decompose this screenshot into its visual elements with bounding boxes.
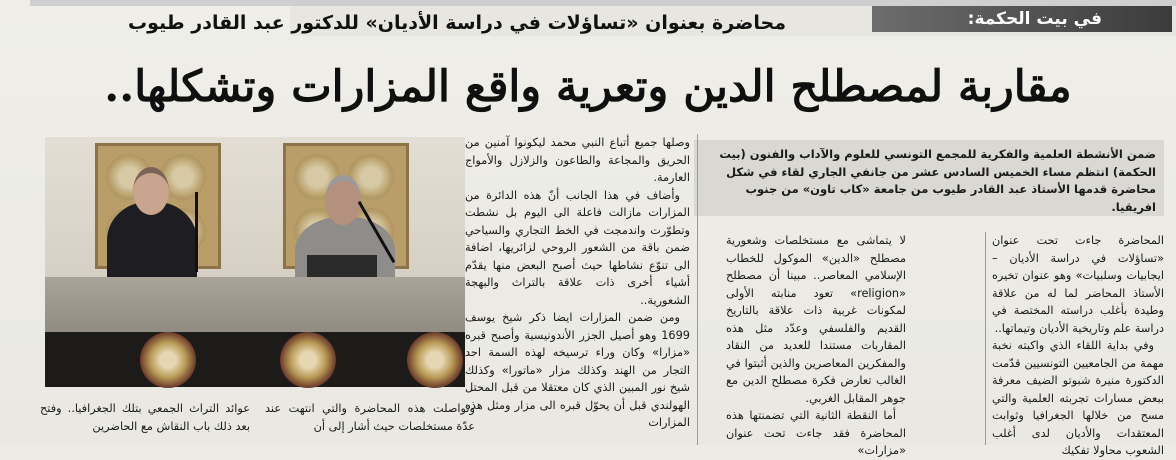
article-headline: مقاربة لمصطلح الدين وتعرية واقع المزارات وتشكلها.. xyxy=(104,62,1072,112)
article-subtitle: محاضرة بعنوان «تساؤلات في دراسة الأديان» للدكتور عبد القادر طيوب xyxy=(128,12,786,34)
column-divider xyxy=(985,232,986,445)
column-paragraph: وفي بداية اللقاء الذي واكبته نخبة مهمة من الجامعيين التونسيين قدّمت الدكتورة منيرة شبوتو الضيف معرفة ببعض مسارات تجربته العلمية والتي مسح من خلالها الجغرافيا وثوابت المعتقدات والأديان لدى أغلب الشعوب محاولا تفكيك xyxy=(992,339,1164,457)
article-column-5: عوائد التراث الجمعي بتلك الجغرافيا.. وفتح بعد ذلك باب النقاش مع الحاضرين xyxy=(40,402,250,433)
microphone xyxy=(195,192,198,272)
table-front xyxy=(45,332,465,387)
speaker-woman-head xyxy=(133,167,169,215)
column-paragraph: وأضاف في هذا الجانب أنّ هذه الدائرة من المزارات مازالت فاعلة الى اليوم بل نشطت وتطوّرت واندمجت في الخط التجاري والسياحي ضمن باقة من الشعور الروحي لزائريها، اضافة الى تنوّع نشاطها حيث أصبح البعض منها يقدّم أشياء أخرى ذات علاقة بالتراث والبهجة الشعورية.. xyxy=(465,188,690,307)
article-column-4: وتواصلت هذه المحاضرة والتي انتهت عند عدّة مستخلصات حيث أشار إلى أن xyxy=(265,402,475,433)
article-column-1 xyxy=(992,232,1164,457)
emblem xyxy=(280,332,336,388)
column-paragraph: وصلها جميع أتباع النبي محمد ليكونوا آمنين من الحريق والمجاعة والطاعون والزلازل والأمواج العارمة. xyxy=(465,136,690,184)
emblem xyxy=(407,332,463,388)
lecture-photo xyxy=(45,137,465,387)
lead-paragraph: ضمن الأنشطة العلمية والفكرية للمجمع التونسي للعلوم والآداب والفنون (بيت الحكمة) انتظم مساء الخميس السادس عشر من جانفي الجاري لقاء في شكل محاضرة قدمها الأستاذ عبد القادر طيوب من جامعة «كاب تاون» من جنوب افريقيا. xyxy=(694,140,1164,216)
column-paragraph: لا يتماشى مع مستخلصات وشعورية مصطلح «الدين» الموكول للخطاب الإسلامي المعاصر.. مبينا أن مصطلح «religion» تعود منابته الأولى لمكونات غربية ذات علاقة بالتاريخ القديم والفلسفي وعدّد مثل هذه المقاربات مستندا للعديد من النقاد والمفكرين المعاصرين والذين أثبتوا في الغالب تعارض فكرة مصطلح الدين مع جوهر المقابل الغربي. xyxy=(726,234,906,405)
emblem xyxy=(140,332,196,388)
speaker-man-head xyxy=(325,175,361,225)
conference-table xyxy=(45,277,465,337)
article-column-2 xyxy=(726,232,906,457)
column-paragraph: ومن ضمن المزارات ايضا ذكر شيخ يوسف 1699 وهو أصيل الجزر الأندونيسية وأصبح قبره «مزارا» وكان وراء ترسيخه لهذه السمة احد التجار من الهند وكذلك مزار «ماتورا» وكذلك شيخ نور المبين الذي كان معتقلا من قبل المحتل الهولندي قبل أن يحوّل قبره الى مزار ومثل هذه المزارات xyxy=(465,311,690,429)
column-paragraph: المحاضرة جاءت تحت عنوان «تساؤلات في دراسة الأديان – ايجابيات وسلبيات» وهو عنوان تخيره الأستاذ المحاضر لما له من علاقة وطيدة بأغلب دراسته المختصة في دراسة علم وتاريخية الأديان وتيماتها.. xyxy=(992,234,1164,335)
article-column-3 xyxy=(465,134,690,429)
column-divider xyxy=(697,134,698,445)
section-label: في بيت الحكمة: xyxy=(872,6,1172,32)
column-paragraph: أما النقطة الثانية التي تضمنتها هذه المحاضرة فقد جاءت تحت عنوان «مزارات» xyxy=(726,409,906,457)
